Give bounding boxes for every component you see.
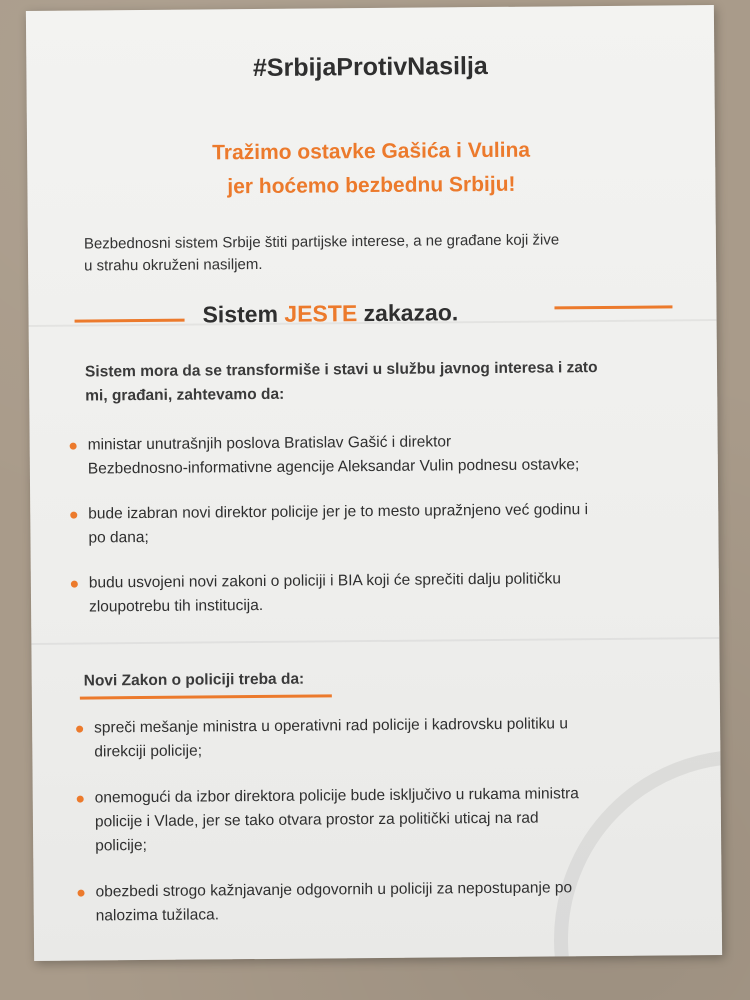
law-heading: Novi Zakon o policiji treba da: — [83, 670, 305, 690]
item-line: nalozima tužilaca. — [95, 906, 220, 925]
demand-intro-line-2: mi, građani, zahtevamo da: — [85, 385, 285, 405]
divider-left — [75, 319, 185, 323]
sistem-accent-word: JESTE — [284, 300, 358, 327]
sistem-heading — [202, 299, 458, 328]
list-item — [62, 711, 692, 764]
headline — [27, 132, 716, 206]
sistem-word: Sistem — [202, 300, 279, 328]
list-item — [63, 875, 693, 928]
item-line: policije; — [95, 836, 147, 855]
intro-paragraph — [84, 228, 674, 277]
intro-line-1: Bezbednosni sistem Srbije štiti partijske interese, a ne građane koji žive — [83, 231, 560, 253]
demands-list — [60, 428, 692, 640]
item-line: obezbedi strogo kažnjavanje odgovornih u policiji za nepostupanje po — [95, 879, 573, 901]
headline-line-2: jer hoćemo bezbednu Srbiju! — [227, 172, 516, 199]
item-line: policije i Vlade, jer se tako otvara prostor za politički uticaj na rad — [94, 809, 539, 831]
list-item — [63, 781, 694, 858]
sistem-end-word: zakazao. — [363, 299, 459, 327]
bullet-dot — [78, 890, 85, 897]
item-line: po dana; — [88, 528, 149, 547]
hashtag-title: #SrbijaProtivNasilja — [252, 51, 488, 83]
law-section-header — [80, 670, 332, 699]
bullet-dot — [77, 796, 84, 803]
headline-line-1: Tražimo ostavke Gašića i Vulina — [212, 138, 531, 165]
item-line: bude izabran novi direktor policije jer je to mesto upražnjeno već godinu i — [88, 501, 589, 523]
law-requirements-list — [62, 711, 694, 950]
bullet-dot — [71, 581, 78, 588]
divider-right — [554, 305, 672, 309]
law-heading-underline — [80, 694, 332, 699]
list-item — [60, 497, 690, 550]
item-line: ministar unutrašnjih poslova Bratislav Gašić i direktor — [87, 433, 452, 454]
bullet-dot — [70, 443, 77, 450]
item-line: spreči mešanje ministra u operativni rad policije i kadrovsku politiku u — [94, 715, 569, 737]
demand-intro-line-1: Sistem mora da se transformiše i stavi u službu javnog interesa i zato — [84, 359, 598, 381]
list-item — [60, 428, 690, 481]
sistem-banner — [74, 295, 674, 336]
item-line: zloupotrebu tih institucija. — [88, 596, 264, 616]
item-line: Bezbednosno-informativne agencije Aleksandar Vulin podnesu ostavke; — [87, 456, 580, 478]
item-line: onemogući da izbor direktora policije bude isključivo u rukama ministra — [94, 785, 579, 807]
bullet-dot — [70, 512, 77, 519]
demand-intro — [85, 355, 685, 408]
item-line: budu usvojeni novi zakoni o policiji i BIA koji će sprečiti dalju političku — [88, 570, 562, 592]
intro-line-2: u strahu okruženi nasiljem. — [84, 255, 263, 275]
bullet-dot — [76, 726, 83, 733]
flyer-sheet — [26, 5, 722, 961]
item-line: direkciji policije; — [94, 742, 203, 761]
list-item — [61, 566, 691, 619]
